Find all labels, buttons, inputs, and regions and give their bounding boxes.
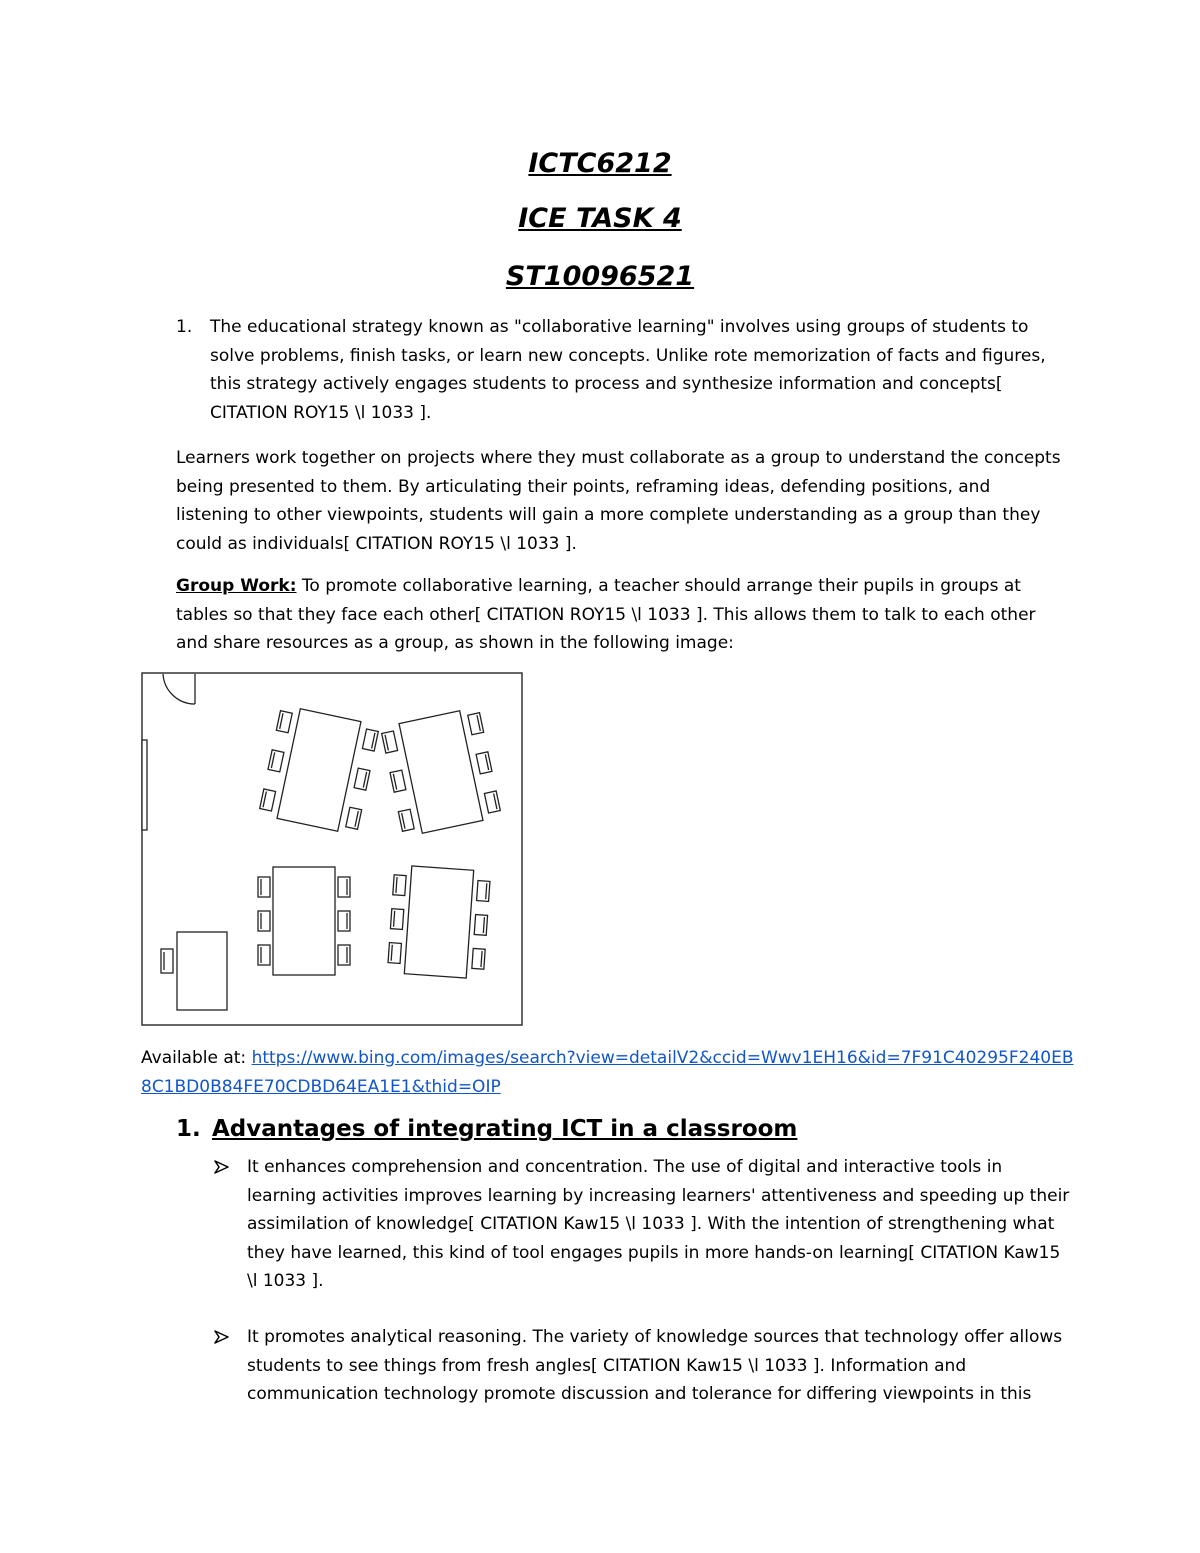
list-number: 1.: [176, 317, 193, 337]
arrow-bullet-icon: [212, 1153, 232, 1181]
source-citation: [141, 1044, 1081, 1101]
heading-number: 1.: [176, 1116, 201, 1142]
task-title: ICE TASK 4: [518, 203, 682, 234]
source-link[interactable]: https://www.bing.com/images/search?view=detailV2&ccid=Wwv1EH16&id=7F91C40295F240EB8C1BD0B84FE70CDBD64EA1E1&thid=OIP: [141, 1048, 1074, 1097]
group-work-text: To promote collaborative learning, a teacher should arrange their pupils in groups at tables so that they face each other[ CITATION ROY15 \l 1033 ]. This allows them to talk to each other and share resources as a group, as shown in the following image:: [176, 576, 1036, 654]
available-at-label: Available at:: [141, 1048, 252, 1068]
group-work-label: Group Work:: [176, 576, 297, 596]
bullet-text: It promotes analytical reasoning. The variety of knowledge sources that technology offer allows students to see things from fresh angles[ CITATION Kaw15 \l 1033 ]. Information and communication technology promote discussion and tolerance for differing viewpoints in this: [247, 1327, 1063, 1405]
bullet-text: It enhances comprehension and concentration. The use of digital and interactive tools in learning activities improves learning by increasing learners' attentiveness and speeding up their assimilation of knowledge[ CITATION Kaw15 \l 1033 ]. With the intention of strengthening what they have learned, this kind of tool engages pupils in more hands-on learning[ CITATION Kaw15 \l 1033 ].: [247, 1157, 1070, 1292]
classroom-layout-icon: [141, 672, 523, 1026]
wall-board: [142, 740, 147, 830]
paragraph-collaborative-learning: The educational strategy known as "collaborative learning" involves using groups of students to solve problems, finish tasks, or learn new concepts. Unlike rote memorization of facts and figures, this strategy actively engages students to process and synthesize information and concepts[ CITATION ROY15 \l 1033 ].: [210, 317, 1046, 423]
arrow-bullet-icon: [212, 1323, 232, 1351]
heading-text: Advantages of integrating ICT in a classroom: [212, 1116, 798, 1142]
student-number-title: ST10096521: [505, 261, 695, 292]
paragraph-learners: Learners work together on projects where they must collaborate as a group to understand the concepts being presented to them. By articulating their points, reframing ideas, defending positions, and listening to other viewpoints, students will gain a more complete understanding as a group than they could as individuals[ CITATION ROY15 \l 1033 ].: [176, 448, 1061, 554]
paragraph-group-work: [176, 572, 1066, 658]
course-code-title: ICTC6212: [528, 148, 672, 179]
